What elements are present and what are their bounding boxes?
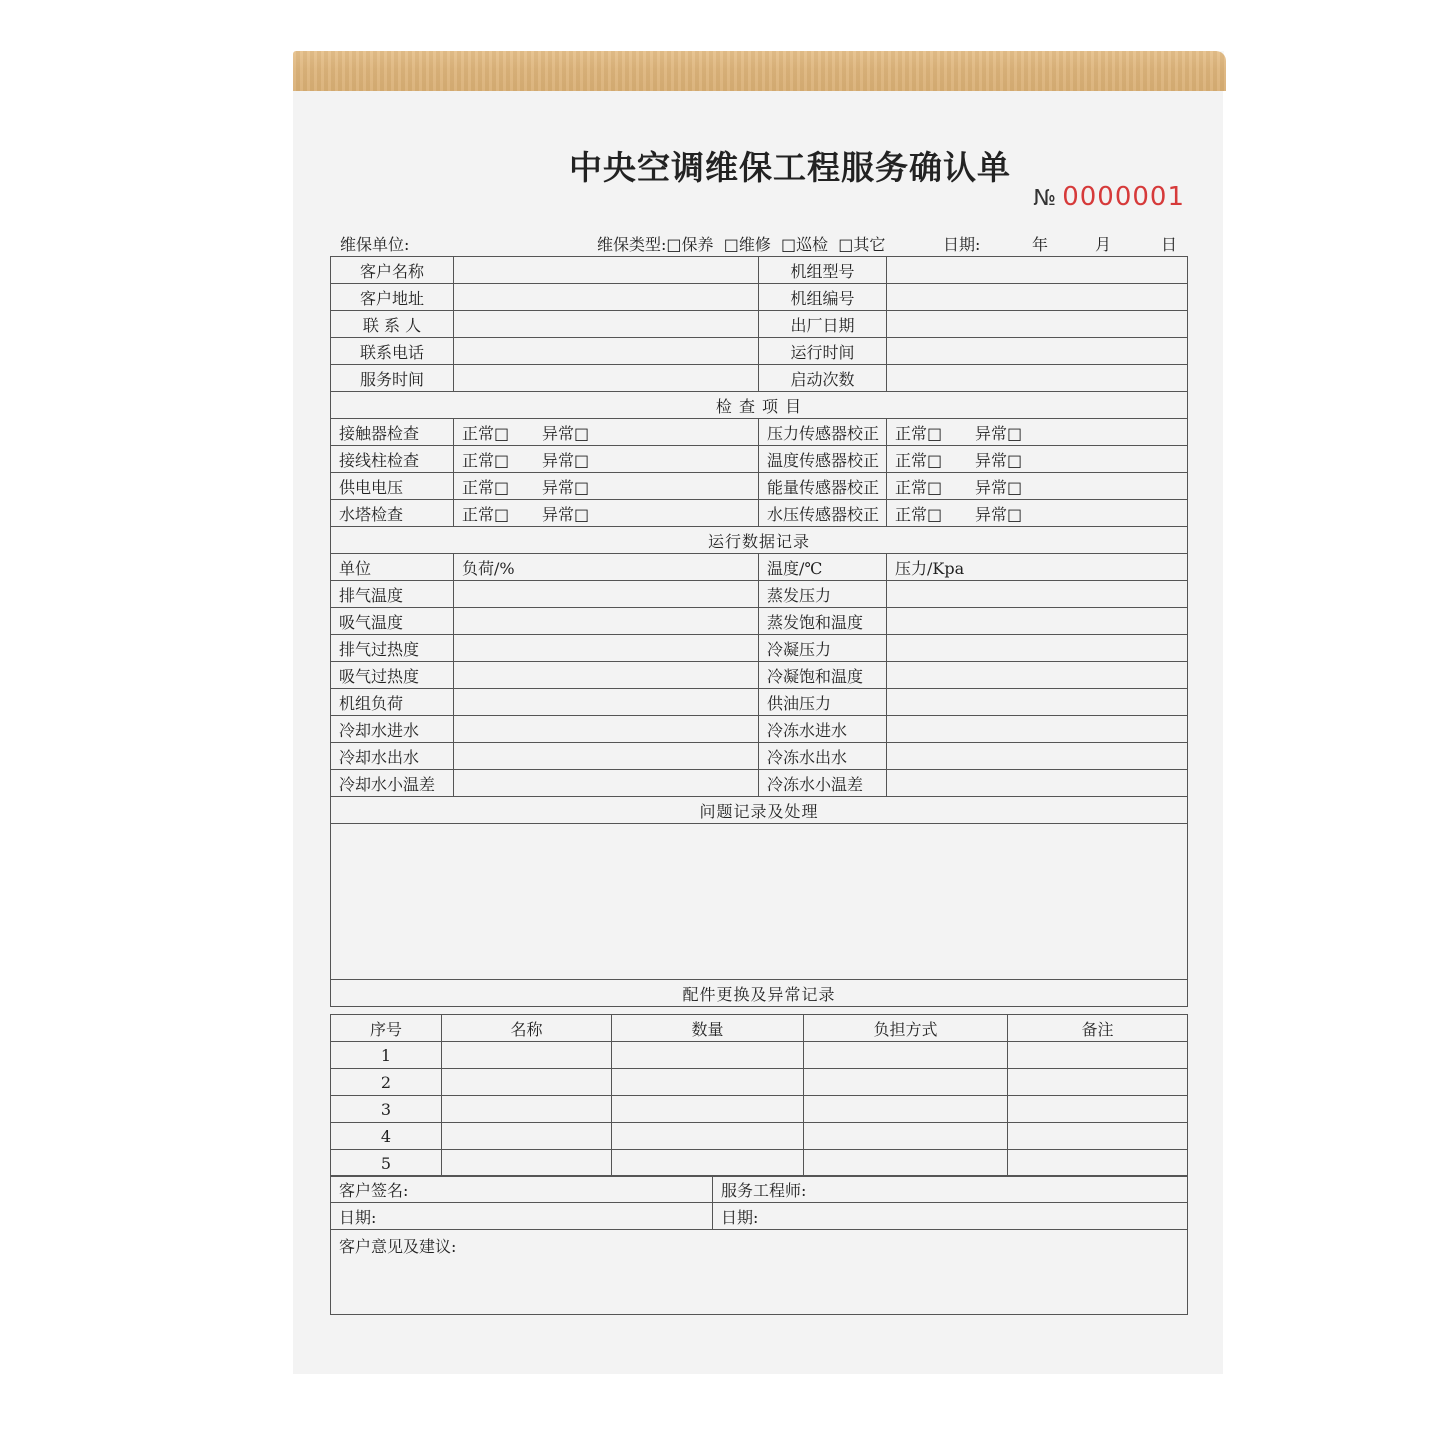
info-label: 机组型号 xyxy=(759,257,887,284)
abnormal-checkbox[interactable]: 异常□ xyxy=(542,477,590,497)
info-label: 联系电话 xyxy=(331,338,454,365)
issues-textarea[interactable] xyxy=(331,824,1188,980)
remark-field[interactable] xyxy=(1008,1069,1188,1096)
info-value-field[interactable] xyxy=(887,311,1188,338)
header-day: 日 xyxy=(1161,235,1178,254)
inspection-heading: 检 查 项 目 xyxy=(331,392,1188,419)
abnormal-checkbox[interactable]: 异常□ xyxy=(975,504,1023,524)
header-month: 月 xyxy=(1095,235,1112,254)
inspection-item: 温度传感器校正 xyxy=(759,446,887,473)
normal-checkbox[interactable]: 正常□ xyxy=(462,423,510,443)
info-value-field[interactable] xyxy=(887,257,1188,284)
info-value-field[interactable] xyxy=(454,338,759,365)
column-header: 数量 xyxy=(612,1015,804,1042)
section-row xyxy=(331,527,1188,554)
payment-method-field[interactable] xyxy=(804,1096,1008,1123)
run-data-label: 冷冻水小温差 xyxy=(759,770,887,797)
part-name-field[interactable] xyxy=(442,1096,612,1123)
serial-prefix: № xyxy=(1033,186,1057,211)
part-name-field[interactable] xyxy=(442,1069,612,1096)
signature-table xyxy=(330,1175,1188,1315)
run-data-field[interactable] xyxy=(454,662,759,689)
normal-checkbox[interactable]: 正常□ xyxy=(895,423,943,443)
run-data-row xyxy=(331,689,1188,716)
run-data-heading: 运行数据记录 xyxy=(331,527,1188,554)
engineer-signature-field[interactable]: 服务工程师: xyxy=(713,1176,1188,1203)
info-label: 机组编号 xyxy=(759,284,887,311)
row-number: 4 xyxy=(331,1123,442,1150)
info-label: 运行时间 xyxy=(759,338,887,365)
run-data-field[interactable] xyxy=(454,770,759,797)
table-row xyxy=(331,1042,1188,1069)
run-data-field[interactable] xyxy=(887,635,1188,662)
run-data-row xyxy=(331,635,1188,662)
status-checks xyxy=(454,419,759,446)
info-row xyxy=(331,311,1188,338)
info-label: 出厂日期 xyxy=(759,311,887,338)
payment-method-field[interactable] xyxy=(804,1150,1008,1177)
quantity-field[interactable] xyxy=(612,1096,804,1123)
info-value-field[interactable] xyxy=(454,257,759,284)
run-data-row xyxy=(331,770,1188,797)
customer-signature-field[interactable]: 客户签名: xyxy=(331,1176,713,1203)
quantity-field[interactable] xyxy=(612,1042,804,1069)
inspection-item: 接线柱检查 xyxy=(331,446,454,473)
info-value-field[interactable] xyxy=(887,338,1188,365)
engineer-date-field[interactable]: 日期: xyxy=(713,1203,1188,1230)
run-data-label: 供油压力 xyxy=(759,689,887,716)
abnormal-checkbox[interactable]: 异常□ xyxy=(542,423,590,443)
parts-table xyxy=(330,1014,1188,1177)
info-label: 启动次数 xyxy=(759,365,887,392)
inspection-row xyxy=(331,500,1188,527)
status-checks xyxy=(454,500,759,527)
form-title: 中央空调维保工程服务确认单 xyxy=(569,148,1011,187)
run-data-label: 排气过热度 xyxy=(331,635,454,662)
run-data-field[interactable] xyxy=(454,716,759,743)
info-label: 客户名称 xyxy=(331,257,454,284)
run-data-field[interactable] xyxy=(887,770,1188,797)
maintenance-unit-label: 维保单位: xyxy=(340,235,410,254)
run-data-field[interactable] xyxy=(454,689,759,716)
normal-checkbox[interactable]: 正常□ xyxy=(462,450,510,470)
run-data-field[interactable] xyxy=(887,662,1188,689)
feedback-row xyxy=(331,1230,1188,1315)
column-header: 名称 xyxy=(442,1015,612,1042)
info-label: 客户地址 xyxy=(331,284,454,311)
part-name-field[interactable] xyxy=(442,1123,612,1150)
run-data-field[interactable] xyxy=(454,635,759,662)
info-value-field[interactable] xyxy=(454,365,759,392)
payment-method-field[interactable] xyxy=(804,1042,1008,1069)
inspection-item: 供电电压 xyxy=(331,473,454,500)
abnormal-checkbox[interactable]: 异常□ xyxy=(975,423,1023,443)
status-checks xyxy=(887,419,1188,446)
inspection-item: 水塔检查 xyxy=(331,500,454,527)
quantity-field[interactable] xyxy=(612,1069,804,1096)
normal-checkbox[interactable]: 正常□ xyxy=(895,450,943,470)
remark-field[interactable] xyxy=(1008,1042,1188,1069)
customer-feedback-field[interactable]: 客户意见及建议: xyxy=(331,1230,1188,1315)
remark-field[interactable] xyxy=(1008,1150,1188,1177)
run-data-field[interactable] xyxy=(454,743,759,770)
type-option-maintenance[interactable]: □保养 xyxy=(666,235,714,254)
section-row xyxy=(331,797,1188,824)
run-data-row xyxy=(331,743,1188,770)
info-value-field[interactable] xyxy=(887,284,1188,311)
info-row xyxy=(331,365,1188,392)
serial-value: 0000001 xyxy=(1062,182,1185,212)
status-checks xyxy=(887,500,1188,527)
load-unit: 负荷/% xyxy=(454,554,759,581)
abnormal-checkbox[interactable]: 异常□ xyxy=(542,504,590,524)
run-data-row xyxy=(331,581,1188,608)
inspection-row xyxy=(331,419,1188,446)
customer-date-field[interactable]: 日期: xyxy=(331,1203,713,1230)
issues-heading: 问题记录及处理 xyxy=(331,797,1188,824)
info-row xyxy=(331,338,1188,365)
inspection-item: 接触器检查 xyxy=(331,419,454,446)
part-name-field[interactable] xyxy=(442,1150,612,1177)
info-value-field[interactable] xyxy=(887,365,1188,392)
unit-label: 单位 xyxy=(331,554,454,581)
abnormal-checkbox[interactable]: 异常□ xyxy=(975,450,1023,470)
run-data-field[interactable] xyxy=(887,716,1188,743)
run-data-label: 蒸发压力 xyxy=(759,581,887,608)
maintenance-type-label: 维保类型: xyxy=(597,235,667,254)
run-data-label: 冷凝压力 xyxy=(759,635,887,662)
normal-checkbox[interactable]: 正常□ xyxy=(895,477,943,497)
row-number: 1 xyxy=(331,1042,442,1069)
header-date-label: 日期: xyxy=(943,235,981,254)
quantity-field[interactable] xyxy=(612,1150,804,1177)
inspection-item: 水压传感器校正 xyxy=(759,500,887,527)
run-data-label: 机组负荷 xyxy=(331,689,454,716)
column-header: 负担方式 xyxy=(804,1015,1008,1042)
inspection-item: 压力传感器校正 xyxy=(759,419,887,446)
run-data-field[interactable] xyxy=(887,581,1188,608)
payment-method-field[interactable] xyxy=(804,1069,1008,1096)
run-data-field[interactable] xyxy=(454,608,759,635)
info-value-field[interactable] xyxy=(454,284,759,311)
abnormal-checkbox[interactable]: 异常□ xyxy=(975,477,1023,497)
signature-date-row xyxy=(331,1203,1188,1230)
status-checks xyxy=(887,473,1188,500)
table-row xyxy=(331,1069,1188,1096)
run-data-label: 吸气过热度 xyxy=(331,662,454,689)
run-data-field[interactable] xyxy=(887,743,1188,770)
pad-binding-strip xyxy=(293,51,1226,91)
type-option-patrol[interactable]: □巡检 xyxy=(781,235,829,254)
row-number: 2 xyxy=(331,1069,442,1096)
run-data-label: 冷冻水进水 xyxy=(759,716,887,743)
table-row xyxy=(331,1096,1188,1123)
maintenance-type-group xyxy=(597,232,885,255)
row-number: 5 xyxy=(331,1150,442,1177)
normal-checkbox[interactable]: 正常□ xyxy=(462,504,510,524)
inspection-row xyxy=(331,446,1188,473)
part-name-field[interactable] xyxy=(442,1042,612,1069)
status-checks xyxy=(454,446,759,473)
section-row xyxy=(331,392,1188,419)
inspection-item: 能量传感器校正 xyxy=(759,473,887,500)
run-data-row xyxy=(331,608,1188,635)
parts-heading: 配件更换及异常记录 xyxy=(331,980,1188,1007)
remark-field[interactable] xyxy=(1008,1096,1188,1123)
info-label: 联 系 人 xyxy=(331,311,454,338)
service-form-table xyxy=(330,256,1188,1007)
run-data-label: 吸气温度 xyxy=(331,608,454,635)
inspection-row xyxy=(331,473,1188,500)
parts-header-row xyxy=(331,1015,1188,1042)
pressure-unit: 压力/Kpa xyxy=(887,554,1188,581)
run-data-field[interactable] xyxy=(454,581,759,608)
header-year: 年 xyxy=(1032,235,1049,254)
abnormal-checkbox[interactable]: 异常□ xyxy=(542,450,590,470)
info-row xyxy=(331,257,1188,284)
temperature-unit: 温度/℃ xyxy=(759,554,887,581)
run-data-label: 蒸发饱和温度 xyxy=(759,608,887,635)
signature-row xyxy=(331,1176,1188,1203)
normal-checkbox[interactable]: 正常□ xyxy=(895,504,943,524)
remark-field[interactable] xyxy=(1008,1123,1188,1150)
units-row xyxy=(331,554,1188,581)
run-data-row xyxy=(331,662,1188,689)
column-header: 序号 xyxy=(331,1015,442,1042)
section-row xyxy=(331,980,1188,1007)
table-row xyxy=(331,1150,1188,1177)
normal-checkbox[interactable]: 正常□ xyxy=(462,477,510,497)
payment-method-field[interactable] xyxy=(804,1123,1008,1150)
info-row xyxy=(331,284,1188,311)
info-value-field[interactable] xyxy=(454,311,759,338)
issues-row xyxy=(331,824,1188,980)
row-number: 3 xyxy=(331,1096,442,1123)
type-option-repair[interactable]: □维修 xyxy=(723,235,771,254)
run-data-label: 冷凝饱和温度 xyxy=(759,662,887,689)
type-option-other[interactable]: □其它 xyxy=(838,235,886,254)
status-checks xyxy=(887,446,1188,473)
run-data-row xyxy=(331,716,1188,743)
status-checks xyxy=(454,473,759,500)
run-data-label: 冷却水进水 xyxy=(331,716,454,743)
run-data-label: 冷却水出水 xyxy=(331,743,454,770)
run-data-field[interactable] xyxy=(887,689,1188,716)
column-header: 备注 xyxy=(1008,1015,1188,1042)
run-data-field[interactable] xyxy=(887,608,1188,635)
run-data-label: 冷却水小温差 xyxy=(331,770,454,797)
quantity-field[interactable] xyxy=(612,1123,804,1150)
table-row xyxy=(331,1123,1188,1150)
info-label: 服务时间 xyxy=(331,365,454,392)
run-data-label: 冷冻水出水 xyxy=(759,743,887,770)
run-data-label: 排气温度 xyxy=(331,581,454,608)
serial-number xyxy=(1033,182,1185,212)
